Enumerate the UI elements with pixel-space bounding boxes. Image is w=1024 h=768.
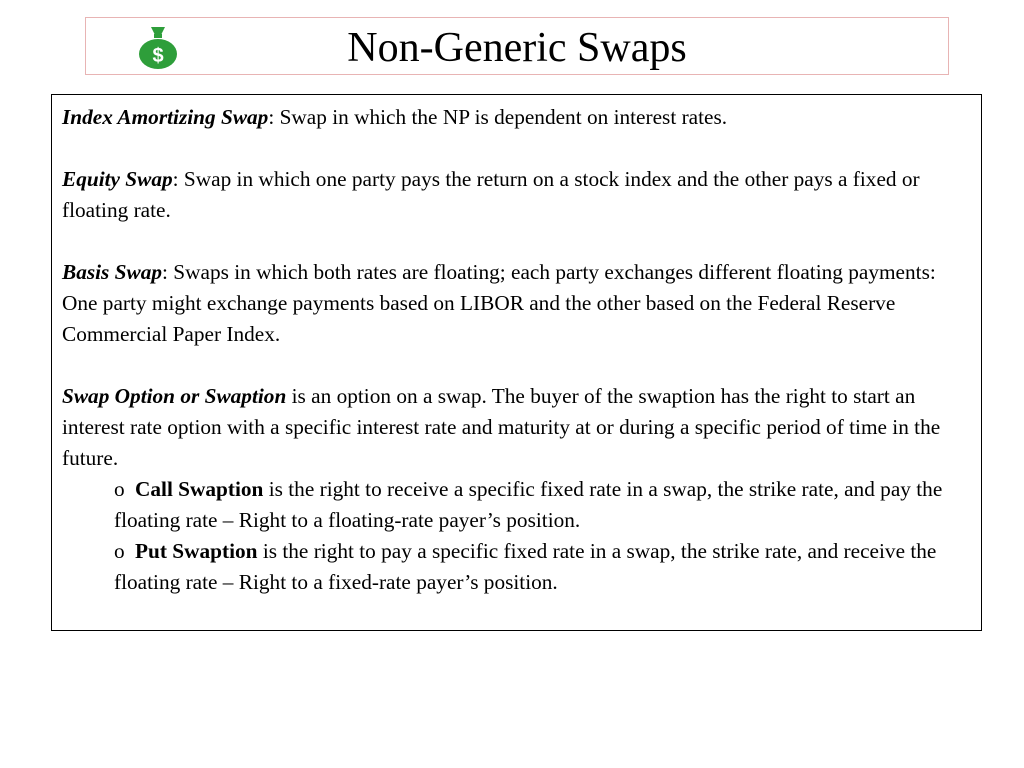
swaption-types-list [62, 474, 971, 598]
paragraph-swaption [62, 381, 971, 474]
definition-equity-swap: : Swap in which one party pays the return on a stock index and the other pays a fixed or floating rate. [62, 167, 920, 222]
slide-title: Non-Generic Swaps [347, 25, 687, 71]
term-basis-swap: Basis Swap [62, 260, 163, 284]
term-equity-swap: Equity Swap [62, 167, 173, 191]
term-put-swaption: Put Swaption [135, 539, 258, 563]
definition-put-swaption: is the right to pay a specific fixed rate in a swap, the strike rate, and receive the floating rate – Right to a fixed-rate payer’s position. [114, 539, 937, 594]
paragraph-index-amortizing-swap [62, 102, 971, 133]
title-box [85, 17, 949, 75]
term-index-amortizing-swap: Index Amortizing Swap [62, 105, 269, 129]
list-item-put-swaption [114, 536, 971, 598]
term-swaption: Swap Option or Swaption [62, 384, 287, 408]
definition-index-amortizing-swap: : Swap in which the NP is dependent on interest rates. [268, 105, 728, 129]
bullet-marker: o [114, 477, 125, 501]
definition-basis-swap: : Swaps in which both rates are floating; each party exchanges different floating payments: One party might exchange payments based on LIBOR and the other based on the Federal Reserve Commercial Paper Index. [62, 260, 936, 346]
definition-swaption: is an option on a swap. The buyer of the swaption has the right to start an interest rate option with a specific interest rate and maturity at or during a specific period of time in the future. [62, 384, 941, 470]
list-item-call-swaption [114, 474, 971, 536]
definition-call-swaption: is the right to receive a specific fixed rate in a swap, the strike rate, and pay the floating rate – Right to a floating-rate payer’s position. [114, 477, 943, 532]
content-box [51, 94, 982, 631]
term-call-swaption: Call Swaption [135, 477, 264, 501]
paragraph-basis-swap [62, 257, 971, 350]
svg-text:$: $ [152, 45, 164, 67]
paragraph-equity-swap [62, 164, 971, 226]
bullet-marker: o [114, 539, 125, 563]
